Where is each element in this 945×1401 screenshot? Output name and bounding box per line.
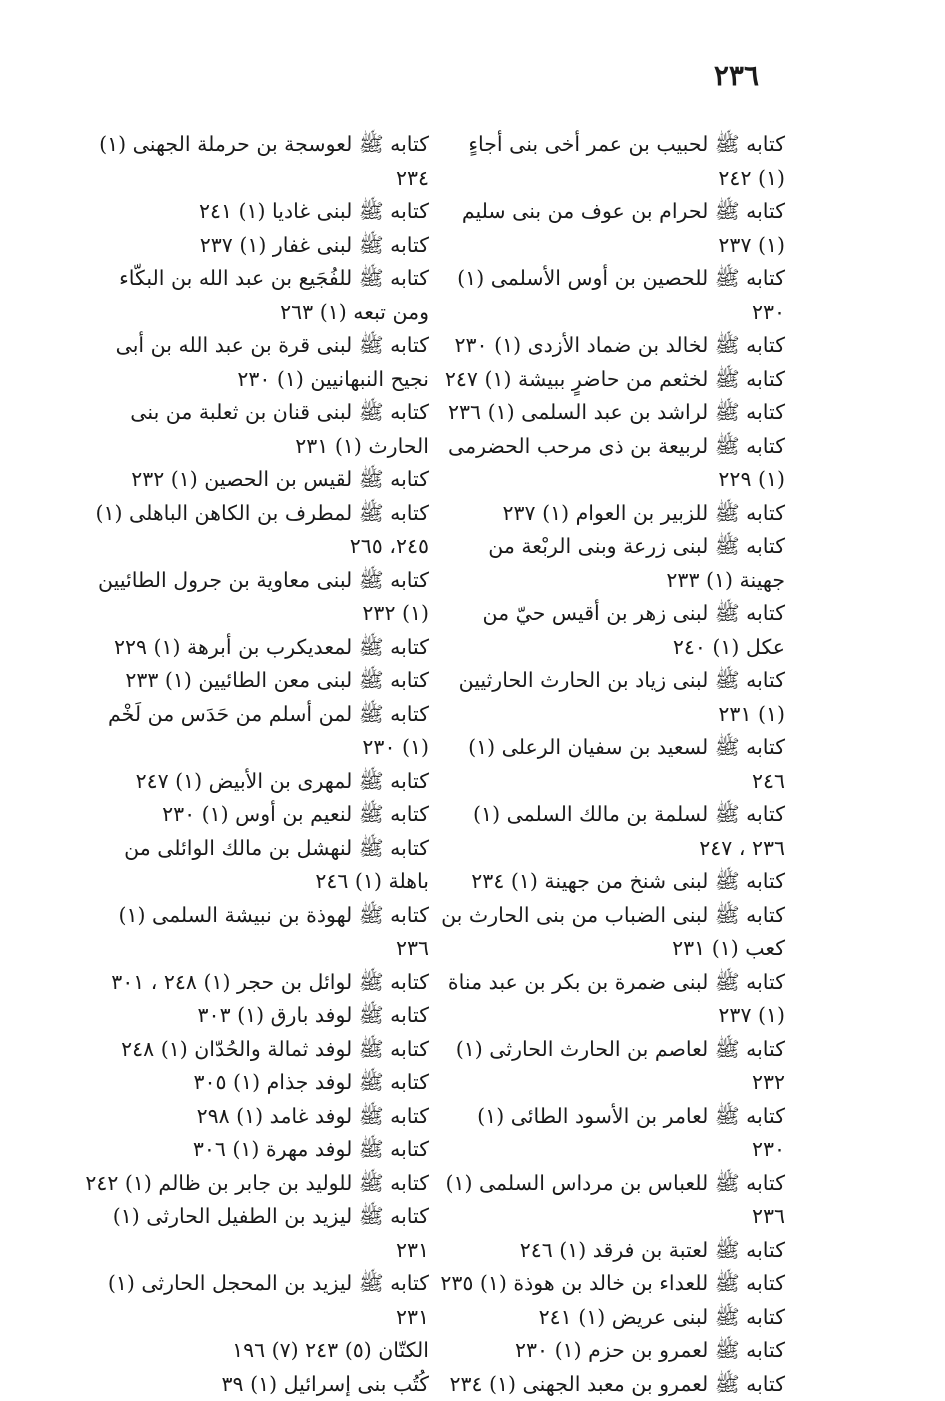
index-entry: كتابه ﷺ ليزيد بن الطفيل الحارثى (١) ٢٣١ [84,1200,429,1267]
page-number: ٢٣٦ [714,56,759,96]
index-entry: كتابه ﷺ للزبير بن العوام (١) ٢٣٧ [440,497,785,531]
index-entry: كتابه ﷺ لراشد بن عبد السلمى (١) ٢٣٦ [440,396,785,430]
index-entry: كتابه ﷺ لبنى الضباب من بنى الحارث بن كعب (١) ٢٣١ [440,899,785,966]
index-entry: كتابه ﷺ لخالد بن ضماد الأزدى (١) ٢٣٠ [440,329,785,363]
index-entry: كتابه ﷺ لبنى عريض (١) ٢٤١ [440,1301,785,1335]
index-entry: كتابه ﷺ لبنى غاديا (١) ٢٤١ [84,195,429,229]
index-entry: كتابه ﷺ لبنى ضمرة بن بكر بن عبد مناة (١) ٢٣٧ [440,966,785,1033]
index-entry: كتابه ﷺ لوفد ثمالة والحُدّان (١) ٢٤٨ [84,1033,429,1067]
index-column-right [440,128,785,1401]
index-entry: كتابه ﷺ لوفد جذام (١) ٣٠٥ [84,1066,429,1100]
index-entry: كتابه ﷺ لنعيم بن أوس (١) ٢٣٠ [84,798,429,832]
index-entry: كتابه ﷺ لمن أسلم من حَدَس من لَخْم (١) ٢٣٠ [84,698,429,765]
index-entry: كتابه ﷺ لمعديكرب بن أبرهة (١) ٢٢٩ [84,631,429,665]
index-entry: كتابه ﷺ للحصين بن أوس الأسلمى (١) ٢٣٠ [440,262,785,329]
index-entry: كتابه ﷺ لهوذة بن نبيشة السلمى (١) ٢٣٦ [84,899,429,966]
index-entry: كتابه ﷺ لعامر بن الأسود الطائى (١) ٢٣٠ [440,1100,785,1167]
index-entry: كتابه ﷺ لحرام بن عوف من بنى سليم (١) ٢٣٧ [440,195,785,262]
index-entry: كتابه ﷺ لحبيب بن عمر أخى بنى أجاءٍ (١) ٢٤٢ [440,128,785,195]
index-entry: كتابه ﷺ ليزيد بن المحجل الحارثى (١) ٢٣١ [84,1267,429,1334]
index-entry: كتابه ﷺ لبنى قنان بن ثعلبة من بنى الحارث (١) ٢٣١ [84,396,429,463]
index-entry: كتابه ﷺ لوفد غامد (١) ٢٩٨ [84,1100,429,1134]
index-entry: كتابه ﷺ لعاصم بن الحارث الحارثى (١) ٢٣٢ [440,1033,785,1100]
index-entry: كتابه ﷺ لمطرف بن الكاهن الباهلى (١) ٢٤٥، ٢٦٥ [84,497,429,564]
index-entry: كتابه ﷺ لقيس بن الحصين (١) ٢٣٢ [84,463,429,497]
index-entry: كتابه ﷺ لوفد بارق (١) ٣٠٣ [84,999,429,1033]
index-column-left [84,128,429,1401]
index-entry: كتابه ﷺ للوليد بن جابر بن ظالم (١) ٢٤٢ [84,1167,429,1201]
index-entry: كتابه ﷺ لربيعة بن ذى مرحب الحضرمى (١) ٢٢٩ [440,430,785,497]
index-entry: كتابه ﷺ لوفد مهرة (١) ٣٠٦ [84,1133,429,1167]
index-entry: كتابه ﷺ للعداء بن خالد بن هوذة (١) ٢٣٥ [440,1267,785,1301]
index-entry: كتابه ﷺ لسعيد بن سفيان الرعلى (١) ٢٤٦ [440,731,785,798]
index-entry: كتابه ﷺ لسلمة بن مالك السلمى (١) ٢٣٦ ، ٢٤٧ [440,798,785,865]
index-entry: كتابه ﷺ لبنى شنخ من جهينة (١) ٢٣٤ [440,865,785,899]
index-entry: كتابه ﷺ لعوسجة بن حرملة الجهنى (١) ٢٣٤ [84,128,429,195]
index-entry: كتابه ﷺ لبنى زياد بن الحارث الحارثيين (١) ٢٣١ [440,664,785,731]
index-entry: كتابه ﷺ لوائل بن حجر (١) ٢٤٨ ، ٣٠١ [84,966,429,1000]
index-entry: كتابه ﷺ لبنى قرة بن عبد الله بن أبى نجيح النبهانيين (١) ٢٣٠ [84,329,429,396]
index-entry: كتابه ﷺ لعتبة بن فرقد (١) ٢٤٦ [440,1234,785,1268]
index-entry: كتابه ﷺ لنهشل بن مالك الوائلى من باهلة (١) ٢٤٦ [84,832,429,899]
index-entry: كتابه ﷺ لبنى زهر بن أقيس حيّ من عكل (١) ٢٤٠ [440,597,785,664]
index-entry: كتابه ﷺ لبنى زرعة وبنى الربْعة من جهينة (١) ٢٣٣ [440,530,785,597]
index-entry: كتابه ﷺ لبنى غفار (١) ٢٣٧ [84,229,429,263]
index-entry: كتابه ﷺ لعمرو بن معبد الجهنى (١) ٢٣٤ [440,1368,785,1401]
index-entry: كتابه ﷺ لبنى معن الطائيين (١) ٢٣٣ [84,664,429,698]
index-entry: كُتُب بنى إسرائيل (١) ٣٩ [84,1368,429,1401]
index-entry: الكتّان (٥) ٢٤٣ (٧) ١٩٦ [84,1334,429,1368]
index-entry: كتابه ﷺ للفُجَيع بن عبد الله بن البكّاء ومن تبعه (١) ٢٦٣ [84,262,429,329]
index-entry: كتابه ﷺ لبنى معاوية بن جرول الطائيين (١) ٢٣٢ [84,564,429,631]
index-entry: كتابه ﷺ لخثعم من حاضرٍ ببيشة (١) ٢٤٧ [440,363,785,397]
index-entry: كتابه ﷺ للعباس بن مرداس السلمى (١) ٢٣٦ [440,1167,785,1234]
index-entry: كتابه ﷺ لمهرى بن الأبيض (١) ٢٤٧ [84,765,429,799]
index-entry: كتابه ﷺ لعمرو بن حزم (١) ٢٣٠ [440,1334,785,1368]
